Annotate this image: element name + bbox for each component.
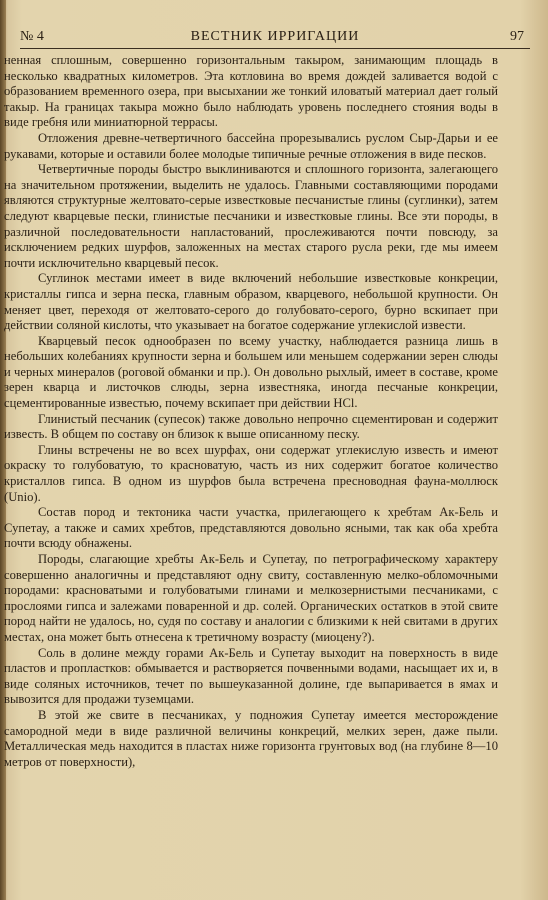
paragraph: Соль в долине между горами Ак-Бель и Супетау выходит на поверхность в виде пластов и пропластков: обмывается и растворяется почвенными водами, насыщает их и, в виде соляных источников, течет по вышеуказанной долине, где выпаривается в ямах и вывозится для продажи туземцами. <box>4 645 498 707</box>
body-text <box>4 53 498 770</box>
paragraph: Состав пород и тектоника части участка, прилегающего к хребтам Ак-Бель и Супетау, а также и самих хребтов, представляются довольно ясными, так как оба хребта почти всюду обнажены. <box>4 505 498 551</box>
paragraph: В этой же свите в песчаниках, у подножия Супетау имеется месторождение самородной меди в виде различной величины конкреций, мелких зерен, даже пыли. Металлическая медь находится в пластах ниже горизонта грунтовых вод (на глубине 8—10 метров от поверхности), <box>4 707 498 769</box>
paragraph: Суглинок местами имеет в виде включений небольшие известковые конкреции, кристаллы гипса и зерна песка, главным образом, кварцевого, небольшой крупности. Он меняет цвет, переходя от желтовато-серого до голубовато-серого, бурно вскипает при действии соляной кислоты, что указывает на богатое содержание углекислой извести. <box>4 271 498 333</box>
issue-number: № 4 <box>20 29 44 44</box>
page-number: 97 <box>510 29 524 44</box>
paragraph: Глины встречены не во всех шурфах, они содержат углекислую известь и имеют окраску то голубоватую, то красноватую, часть из них содержит богатое количество кристаллов гипса. В одном из шурфов была встречена пресноводная фауна-моллюск (Unio). <box>4 442 498 504</box>
paragraph: Глинистый песчаник (супесок) также довольно непрочно сцементирован и содержит известь. В общем по составу он близок к выше описанному песку. <box>4 411 498 442</box>
running-header <box>20 26 530 49</box>
journal-title: ВЕСТНИК ИРРИГАЦИИ <box>190 29 360 44</box>
paragraph: Отложения древне-четвертичного бассейна прорезывались руслом Сыр-Дарьи и ее рукавами, которые и оставили более молодые типичные речные отложения в виде песков. <box>4 130 498 161</box>
paragraph: Породы, слагающие хребты Ак-Бель и Супетау, по петрографическому характеру совершенно аналогичны и представляют одну свиту, составленную мелко-обломочными породами: красноватыми и голубоватыми глинами и мелкозернистыми песчаниками, с прослоями гипса и залежами поваренной и др. солей. Органических остатков в этой свите пород найти не удалось, но, судя по составу и аналогии с близкими к ней свитами в других местах, она может быть отнесена к третичному возрасту (миоцену?). <box>4 552 498 644</box>
paragraph: ненная сплошным, совершенно горизонтальным такыром, занимающим площадь в несколько квадратных километров. Эта котловина во время дождей заливается водой с образованием временного озера, при высыхании же тонкий иловатый материал дает голый такыр. На границах такыра можно было наблюдать уровень последнего стояния воды в виде гребня или миниатюрной террасы. <box>4 53 498 130</box>
paragraph: Четвертичные породы быстро выклиниваются и сплошного горизонта, залегающего на значительном протяжении, выделить не удалось. Главными составляющими породами являются структурные желтовато-серые известковые песчанистые глины (суглинки), затем следуют кварцевые пески, глинистые песчаники и известковые глины. Все эти породы, в различной последовательности напластований, прослеживаются почти повсюду, за исключением редких шурфов, заложенных на местах старого русла реки, где мы имеем почти исключительно кварцевый песок. <box>4 162 498 270</box>
paragraph: Кварцевый песок однообразен по всему участку, наблюдается разница лишь в небольших колебаниях крупности зерна и большем или меньшем содержании зерен слюды и черных минералов (роговой обманки и пр.). Он довольно рыхлый, имеет в составе, кроме зерен кварца и листочков слюды, зерна известняка, иногда песчаные конкреции, сцементированные известью, почему вскипает при действии HCl. <box>4 333 498 411</box>
